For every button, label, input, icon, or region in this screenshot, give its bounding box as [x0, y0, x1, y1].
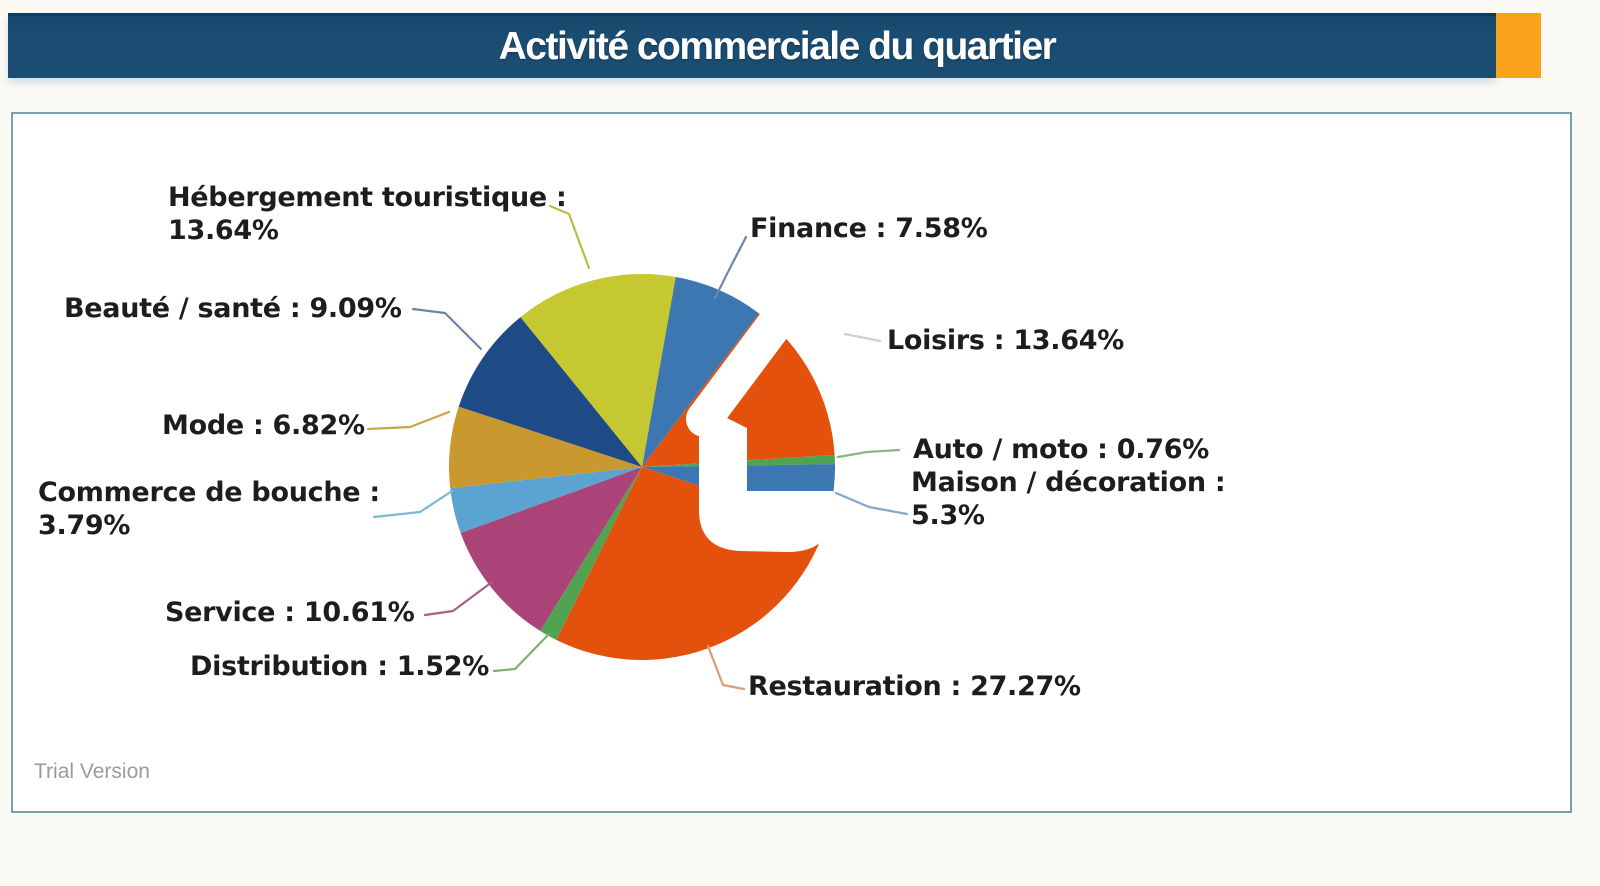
- leader-line-beaut-sant: [413, 309, 481, 349]
- callout-maison-decoration: Maison / décoration : 5.3%: [911, 467, 1226, 531]
- leader-line-distribution: [494, 634, 549, 671]
- page-title: Activité commerciale du quartier: [498, 25, 1056, 68]
- callout-restauration: Restauration : 27.27%: [748, 671, 1081, 702]
- callout-auto-moto: Auto / moto : 0.76%: [913, 434, 1209, 465]
- leader-line-loisirs: [845, 334, 880, 341]
- leader-line-auto-moto: [838, 450, 899, 457]
- callout-hebergement-touristique: Hébergement touristique : 13.64%: [168, 182, 567, 246]
- callout-mode: Mode : 6.82%: [162, 410, 365, 441]
- callout-beaute-sante: Beauté / santé : 9.09%: [64, 293, 402, 324]
- leader-line-maison-d-coration: [836, 493, 907, 514]
- callout-loisirs: Loisirs : 13.64%: [887, 325, 1124, 356]
- leader-line-restauration: [708, 646, 744, 689]
- trial-version-watermark: Trial Version: [34, 760, 150, 783]
- leader-line-commerce-de-bouche: [374, 491, 452, 517]
- callout-finance: Finance : 7.58%: [750, 213, 988, 244]
- callout-service: Service : 10.61%: [165, 597, 415, 628]
- leader-line-service: [425, 582, 492, 615]
- callout-distribution: Distribution : 1.52%: [190, 651, 489, 682]
- leader-line-finance: [715, 237, 746, 298]
- leader-line-mode: [368, 412, 449, 429]
- callout-commerce-de-bouche: Commerce de bouche : 3.79%: [38, 477, 380, 541]
